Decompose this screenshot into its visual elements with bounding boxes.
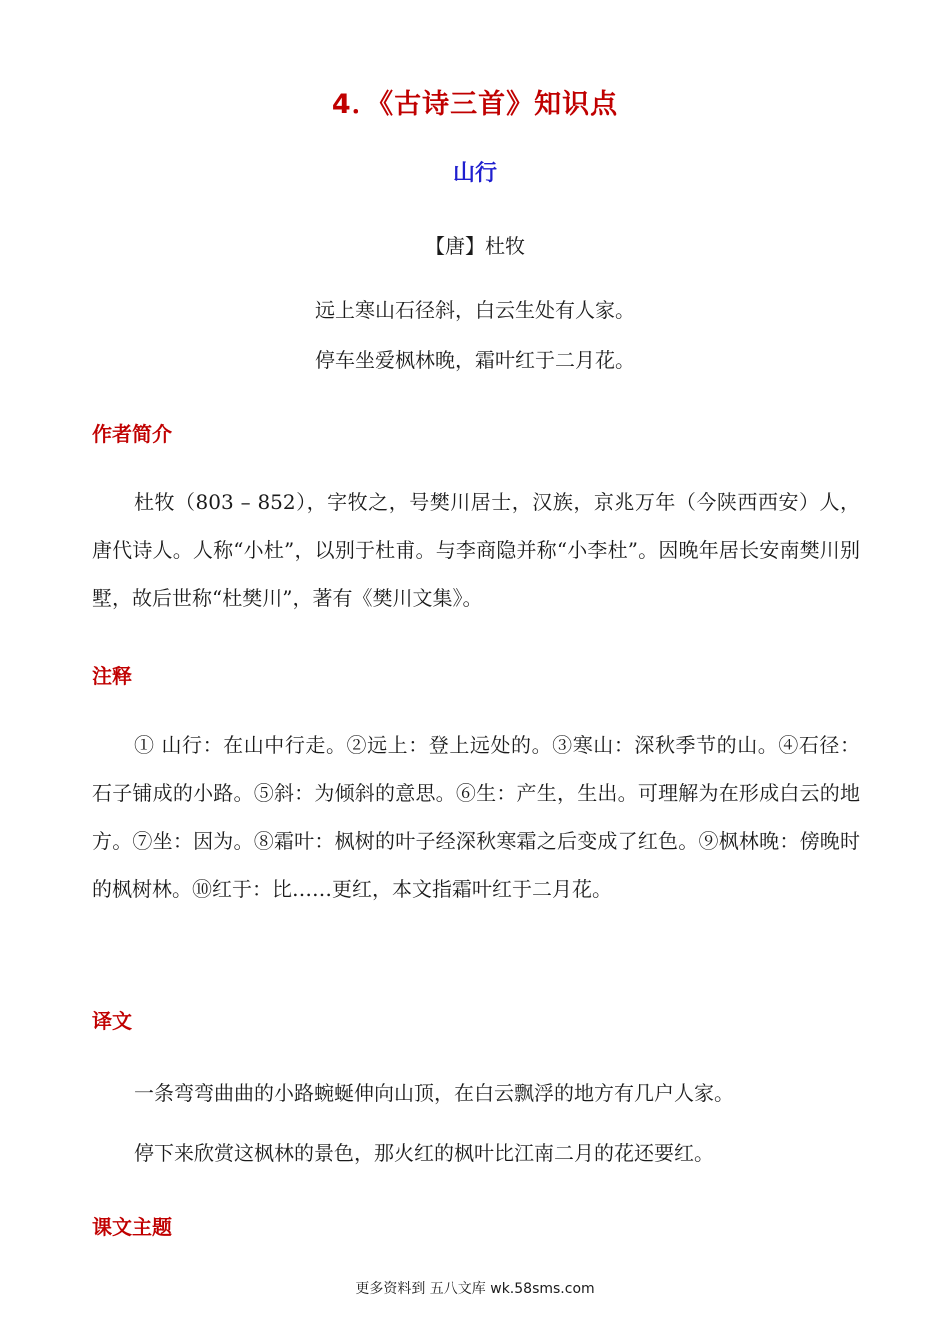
author-intro-paragraph: 杜牧（803 – 852），字牧之，号樊川居士，汉族，京兆万年（今陕西西安）人，唐代诗人。人称“小杜”，以别于杜甫。与李商隐并称“小李杜”。因晚年居长安南樊川别墅，故后世称“杜樊川”，著有《樊川文集》。 <box>92 490 860 610</box>
document-title: 4．《古诗三首》知识点 <box>331 89 619 120</box>
section-heading-translation: 译文 <box>92 1009 132 1033</box>
poem-line: 远上寒山石径斜，白云生处有人家。 <box>315 298 635 322</box>
poem-author: 【唐】杜牧 <box>425 234 525 258</box>
section-heading-notes: 注释 <box>92 664 132 688</box>
notes-paragraph: ① 山行：在山中行走。②远上：登上远处的。③寒山：深秋季节的山。④石径：石子铺成的小路。⑤斜：为倾斜的意思。⑥生：产生，生出。可理解为在形成白云的地方。⑦坐：因为。⑧霜叶：枫树的叶子经深秋寒霜之后变成了红色。⑨枫林晚：傍晚时的枫树林。⑩红于：比……更红，本文指霜叶红于二月花。 <box>92 733 860 901</box>
section-heading-author-intro: 作者简介 <box>92 422 172 446</box>
footer-text: 更多资料到 五八文库 wk.58sms.com <box>355 1281 595 1297</box>
section-heading-theme: 课文主题 <box>92 1215 172 1239</box>
translation-line: 一条弯弯曲曲的小路蜿蜒伸向山顶，在白云飘浮的地方有几户人家。 <box>134 1081 734 1105</box>
translation-line: 停下来欣赏这枫林的景色，那火红的枫叶比江南二月的花还要红。 <box>134 1141 714 1165</box>
poem-title: 山行 <box>452 161 497 186</box>
poem-line: 停车坐爱枫林晚，霜叶红于二月花。 <box>315 348 635 372</box>
